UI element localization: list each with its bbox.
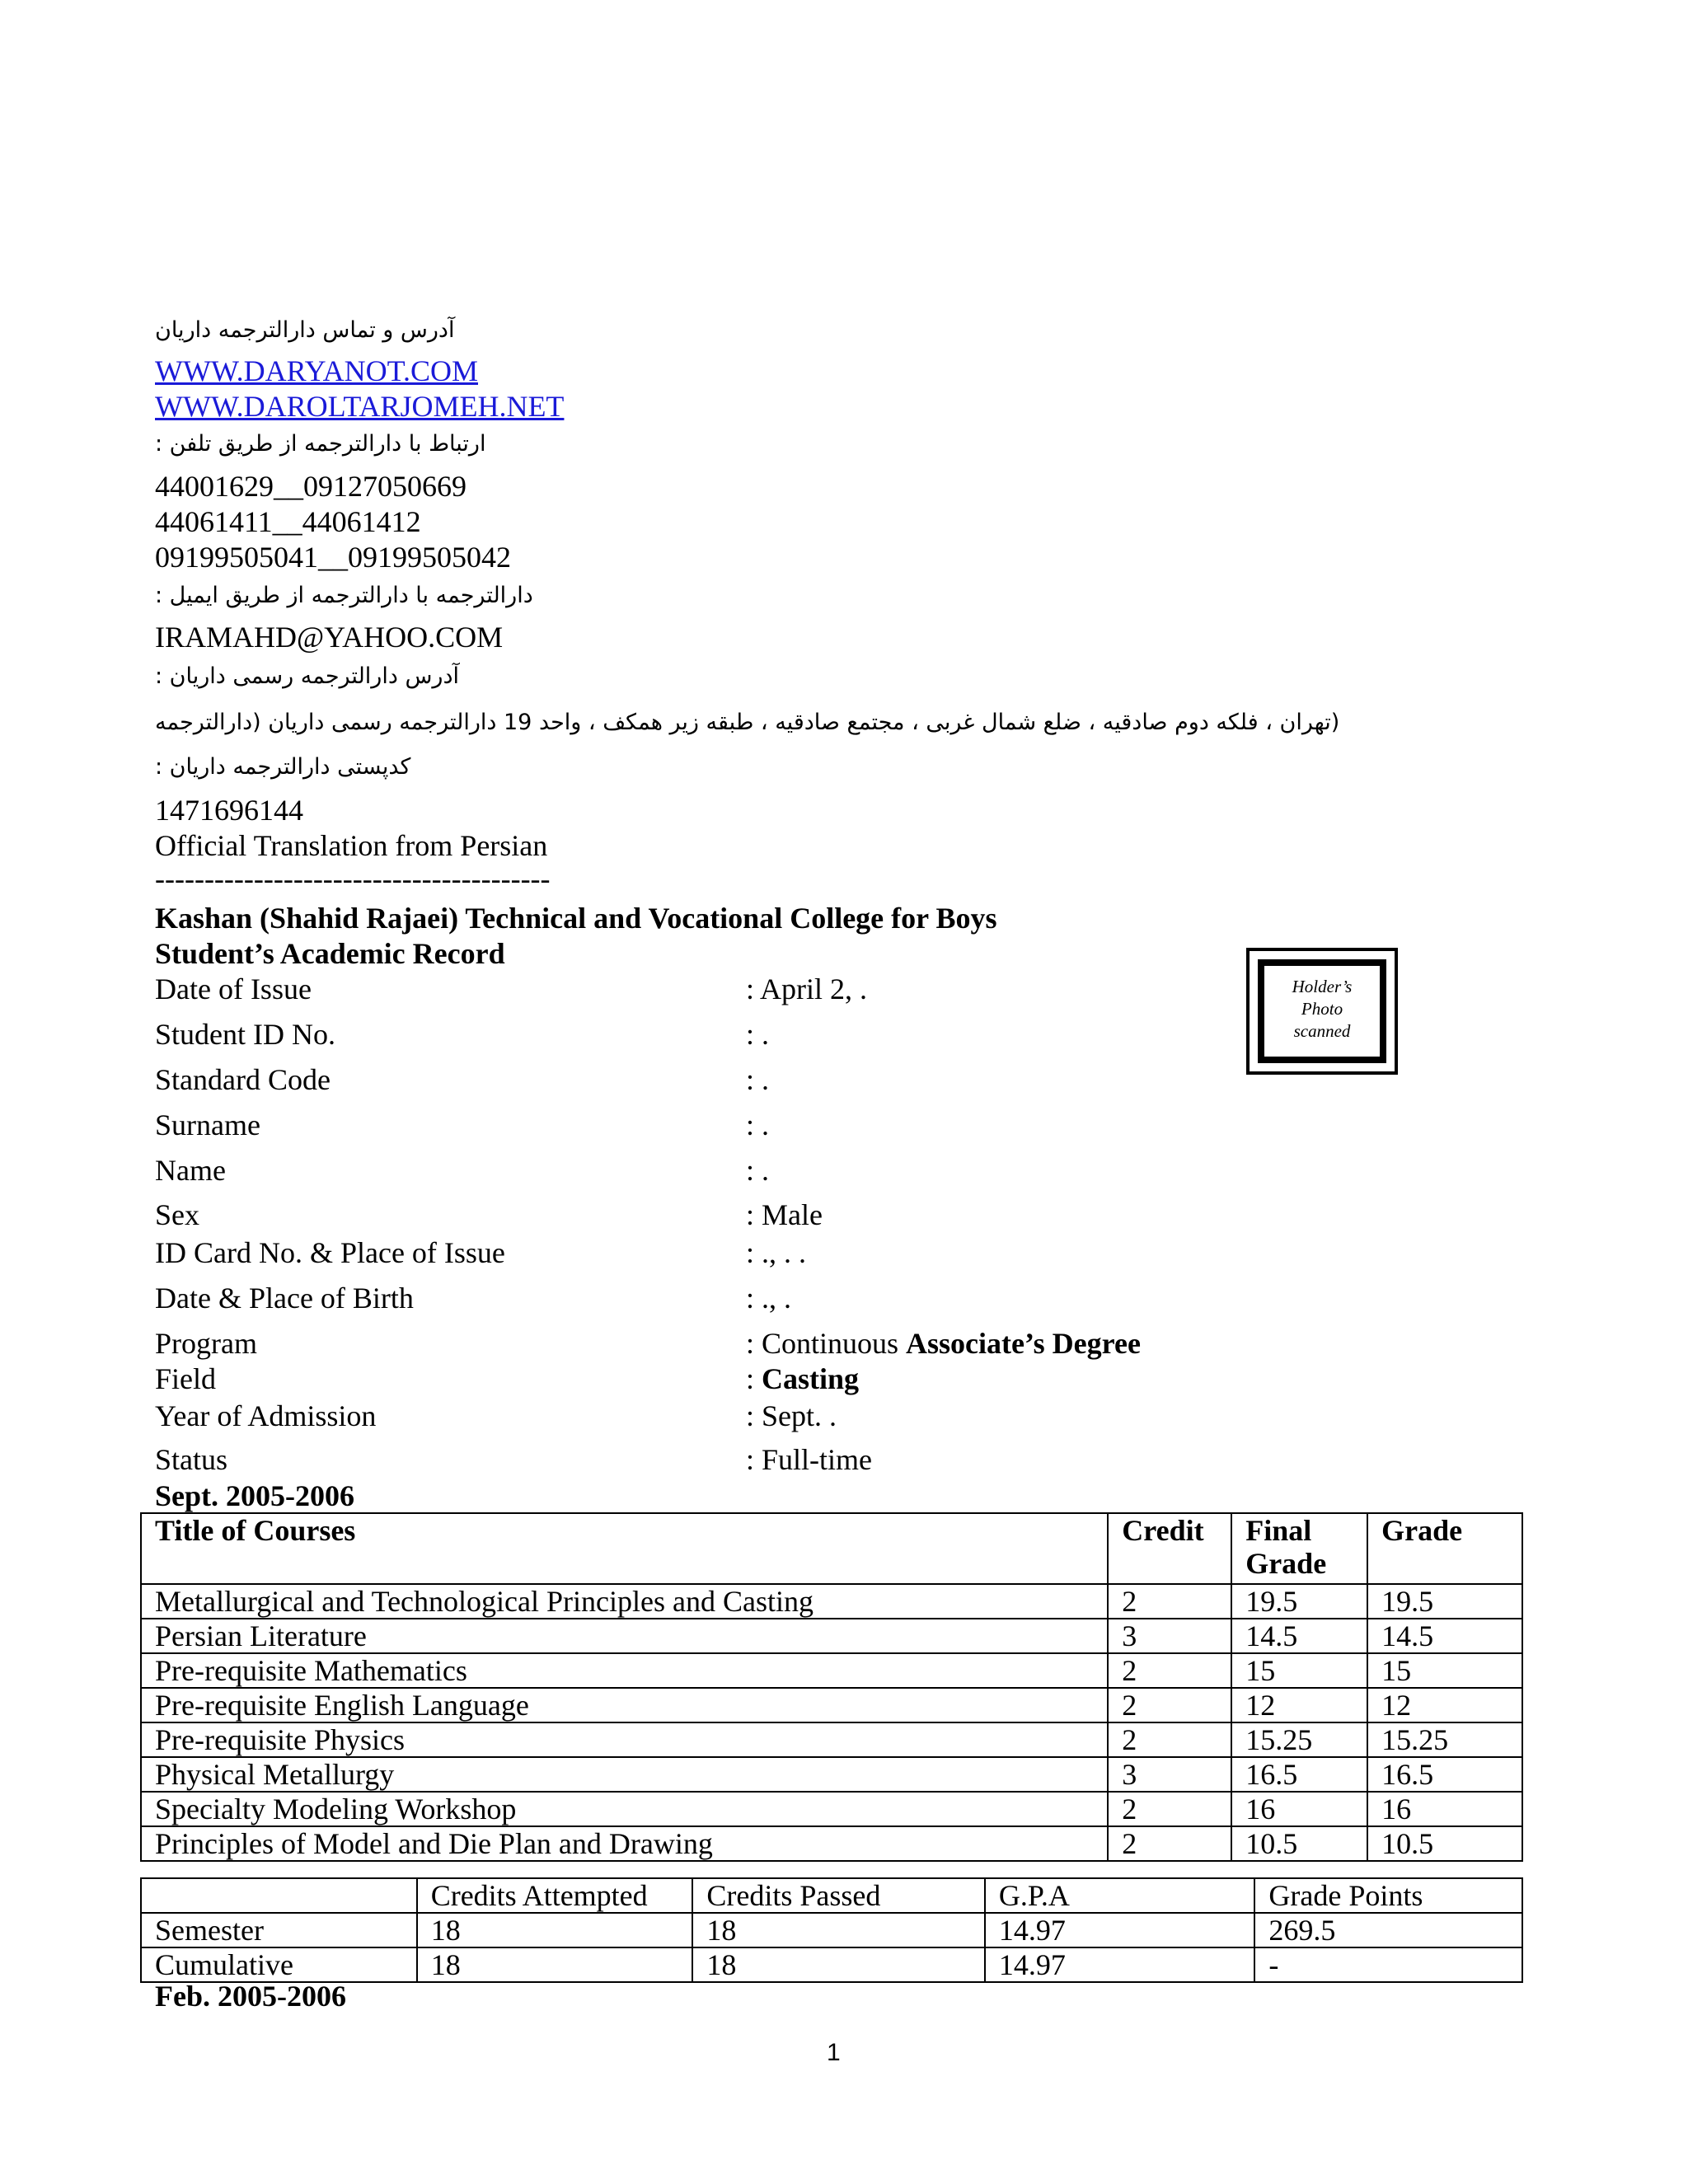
college-name: Kashan (Shahid Rajaei) Technical and Vocational College for Boys — [155, 902, 997, 935]
link-daroltarjomeh[interactable]: WWW.DAROLTARJOMEH.NET — [155, 390, 565, 423]
postal-code: 1471696144 — [155, 794, 303, 827]
separator-dashes: ---------------------------------------- — [155, 862, 551, 895]
table-row: Specialty Modeling Workshop 2 16 16 — [141, 1792, 1522, 1826]
field-year-admission: Year of Admission : Sept. . — [155, 1399, 837, 1432]
courses-table-header — [141, 1513, 1522, 1584]
page-number: 1 — [827, 2039, 841, 2066]
header-credit: Credit — [1108, 1513, 1231, 1584]
field-status: Status : Full-time — [155, 1443, 872, 1476]
phone-label: ارتباط با دارالترجمه از طریق تلفن : — [155, 431, 486, 457]
field-name: Name : . — [155, 1154, 770, 1187]
email-label: دارالترجمه با دارالترجمه از طریق ایمیل : — [155, 583, 533, 608]
contact-title: آدرس و تماس دارالترجمه داریان — [155, 317, 455, 343]
header-title-of-courses: Title of Courses — [141, 1513, 1108, 1584]
table-row: Physical Metallurgy 3 16.5 16.5 — [141, 1757, 1522, 1792]
field-program: Program : Continuous Associate’s Degree — [155, 1327, 1141, 1360]
summary-table — [140, 1877, 1523, 1983]
summary-header-points: Grade Points — [1254, 1878, 1522, 1913]
address-label: آدرس دارالترجمه رسمی داریان : — [155, 663, 459, 689]
postal-label: کدپستی دارالترجمه داریان : — [155, 754, 411, 780]
link-daryanot[interactable]: WWW.DARYANOT.COM — [155, 354, 478, 387]
summary-header-row — [141, 1878, 1522, 1913]
address-text: (تهران ، فلکه دوم صادقیه ، ضلع شمال غربی ، مجتمع صادقیه ، طبقه زیر همکف ، واحد 19 دارالترجمه رسمی داریان (دارالترجمه — [155, 710, 1340, 735]
summary-header-empty — [141, 1878, 417, 1913]
field-standard-code: Standard Code : . — [155, 1063, 770, 1096]
field-student-id: Student ID No. : . — [155, 1018, 770, 1051]
field-surname: Surname : . — [155, 1108, 770, 1141]
field-birth: Date & Place of Birth : ., . — [155, 1282, 792, 1315]
header-final-grade: Final Grade — [1231, 1513, 1367, 1584]
phone-line-1: 44001629__09127050669 — [155, 470, 467, 503]
summary-header-gpa: G.P.A — [985, 1878, 1255, 1913]
table-row: Pre-requisite Mathematics 2 15 15 — [141, 1653, 1522, 1688]
email-address: IRAMAHD@YAHOO.COM — [155, 621, 504, 654]
holder-photo-frame — [1246, 948, 1398, 1075]
phone-line-3: 09199505041__09199505042 — [155, 541, 511, 574]
record-title: Student’s Academic Record — [155, 937, 505, 970]
summary-header-passed: Credits Passed — [692, 1878, 985, 1913]
holder-photo-placeholder: Holder’s Photo scanned — [1258, 959, 1386, 1063]
table-row: Principles of Model and Die Plan and Drawing 2 10.5 10.5 — [141, 1826, 1522, 1861]
field-date-of-issue: Date of Issue : April 2, . — [155, 972, 868, 1005]
summary-row-cumulative: Cumulative 18 18 14.97 - — [141, 1947, 1522, 1982]
field-sex: Sex : Male — [155, 1198, 823, 1231]
semester-2-heading: Feb. 2005-2006 — [155, 1980, 346, 2013]
field-id-card: ID Card No. & Place of Issue : ., . . — [155, 1236, 807, 1269]
header-grade: Grade — [1367, 1513, 1522, 1584]
summary-row-semester: Semester 18 18 14.97 269.5 — [141, 1913, 1522, 1947]
summary-header-attempted: Credits Attempted — [417, 1878, 693, 1913]
table-row: Metallurgical and Technological Principles and Casting 2 19.5 19.5 — [141, 1584, 1522, 1619]
courses-table — [140, 1512, 1523, 1862]
phone-line-2: 44061411__44061412 — [155, 505, 421, 538]
table-row: Pre-requisite English Language 2 12 12 — [141, 1688, 1522, 1722]
field-field: Field : Casting — [155, 1362, 860, 1395]
table-row: Pre-requisite Physics 2 15.25 15.25 — [141, 1722, 1522, 1757]
table-row: Persian Literature 3 14.5 14.5 — [141, 1619, 1522, 1653]
official-translation: Official Translation from Persian — [155, 829, 548, 862]
semester-1-heading: Sept. 2005-2006 — [155, 1479, 354, 1512]
